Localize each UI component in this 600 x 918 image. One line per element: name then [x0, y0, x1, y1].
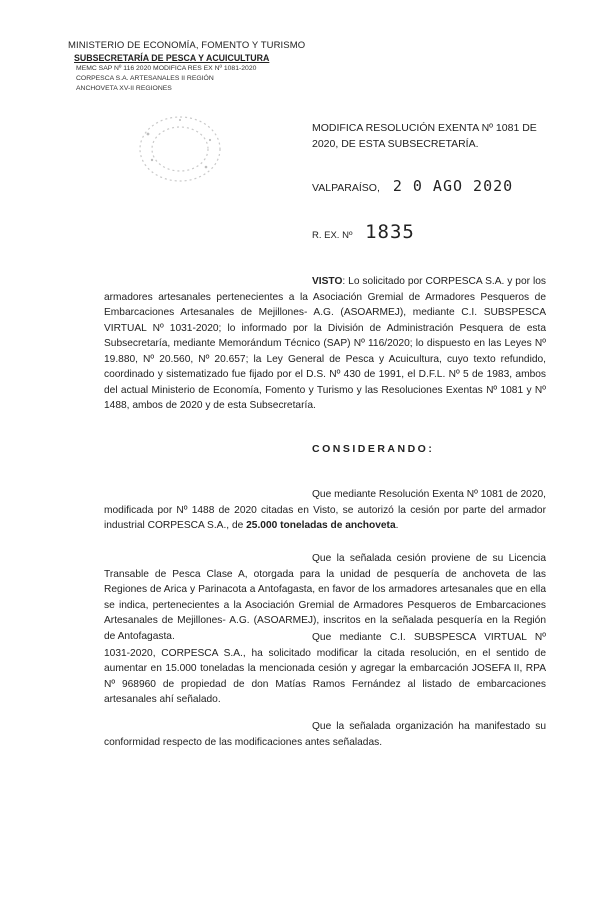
reference-line: MEMC SAP Nº 116 2020 MODIFICA RES EX Nº 1081-2020: [76, 65, 257, 72]
considerando-2: Que la señalada cesión proviene de su Licencia Transable de Pesca Clase A, otorgada para la unidad de pesquería de anchoveta de las Regiones de Arica y Parinacota a Antofagasta, en favor de los armadores artesanales que en ella se indica, pertenecientes a la Asociación Gremial de Armadores Pesqueros de Embarcaciones Artesanales de Mejillones- A.G. (ASOARMEJ), inscritos en la señalada pesquería en la Región de Antofagasta.: [104, 553, 546, 642]
visto-text: : Lo solicitado por CORPESCA S.A. y por los armadores artesanales pertenecientes a la Asociación Gremial de Armadores Pesqueros de Embarcaciones Artesanales de Mejillones- A.G. (ASOARMEJ), mediante C.I. SUBSPESCA VIRTUAL Nº 1031-2020; lo informado por la División de Administración Pesquera de esta Subsecretaría, mediante Memorándum Técnico (SAP) Nº 116/2020; lo dispuesto en las Leyes Nº 19.880, Nº 20.560, Nº 20.657; la Ley General de Pesca y Acuicultura, cuyo texto refundido, coordinado y sistematizado fue fijado por el D.S. Nº 430 de 1991, el D.F.L. Nº 5 de 1983, ambos del actual Ministerio de Economía, Fomento y Turismo y las Resoluciones Exentas Nº 1081 y Nº 1488, ambos de 2020 y de esta Subsecretaría.: [104, 276, 546, 411]
species-line: ANCHOVETA XV-II REGIONES: [76, 85, 172, 92]
subsecretaria-name: SUBSECRETARÍA DE PESCA Y ACUICULTURA: [74, 53, 270, 63]
resolution-number-line: [312, 221, 415, 243]
company-line: CORPESCA S.A. ARTESANALES II REGIÓN: [76, 75, 214, 82]
place-date-line: [312, 177, 513, 195]
ministry-name: MINISTERIO DE ECONOMÍA, FOMENTO Y TURISMO: [68, 40, 306, 51]
rex-label: R. EX. Nº: [312, 230, 353, 241]
visto-lead: VISTO: [312, 276, 343, 287]
c1-text-a: Que mediante Resolución Exenta Nº 1081 de 2020, modificada por Nº 1488 de 2020 citadas en Visto, se autorizó la cesión por parte del armador industrial CORPESCA S.A., de: [104, 489, 546, 531]
document-header: [68, 40, 308, 94]
resolution-subject: MODIFICA RESOLUCIÓN EXENTA Nº 1081 DE 2020, DE ESTA SUBSECRETARÍA.: [312, 122, 537, 150]
c1-bold: 25.000 toneladas de anchoveta: [246, 520, 396, 531]
place-name: VALPARAÍSO,: [312, 182, 380, 194]
faded-seal-stamp: [130, 112, 230, 186]
considerando-heading: CONSIDERANDO:: [312, 443, 435, 455]
c1-text-b: .: [395, 520, 399, 531]
visto-paragraph: [104, 274, 546, 414]
considerando-1: [104, 487, 546, 534]
considerando-4: Que la señalada organización ha manifestado su conformidad respecto de las modificaciones antes señaladas.: [104, 721, 546, 748]
considerando-3: Que mediante C.I. SUBSPESCA VIRTUAL Nº 1031-2020, CORPESCA S.A., ha solicitado modificar la citada resolución, en el sentido de aumentar en 15.000 toneladas la mencionada cesión y agregar la embarcación JOSEFA II, RPA Nº 968960 de propiedad de don Matías Ramos Fernández al listado de embarcaciones artesanales ahí señalado.: [104, 632, 546, 705]
rex-number: 1835: [365, 221, 415, 243]
stamped-date: 2 0 AGO 2020: [392, 177, 514, 195]
